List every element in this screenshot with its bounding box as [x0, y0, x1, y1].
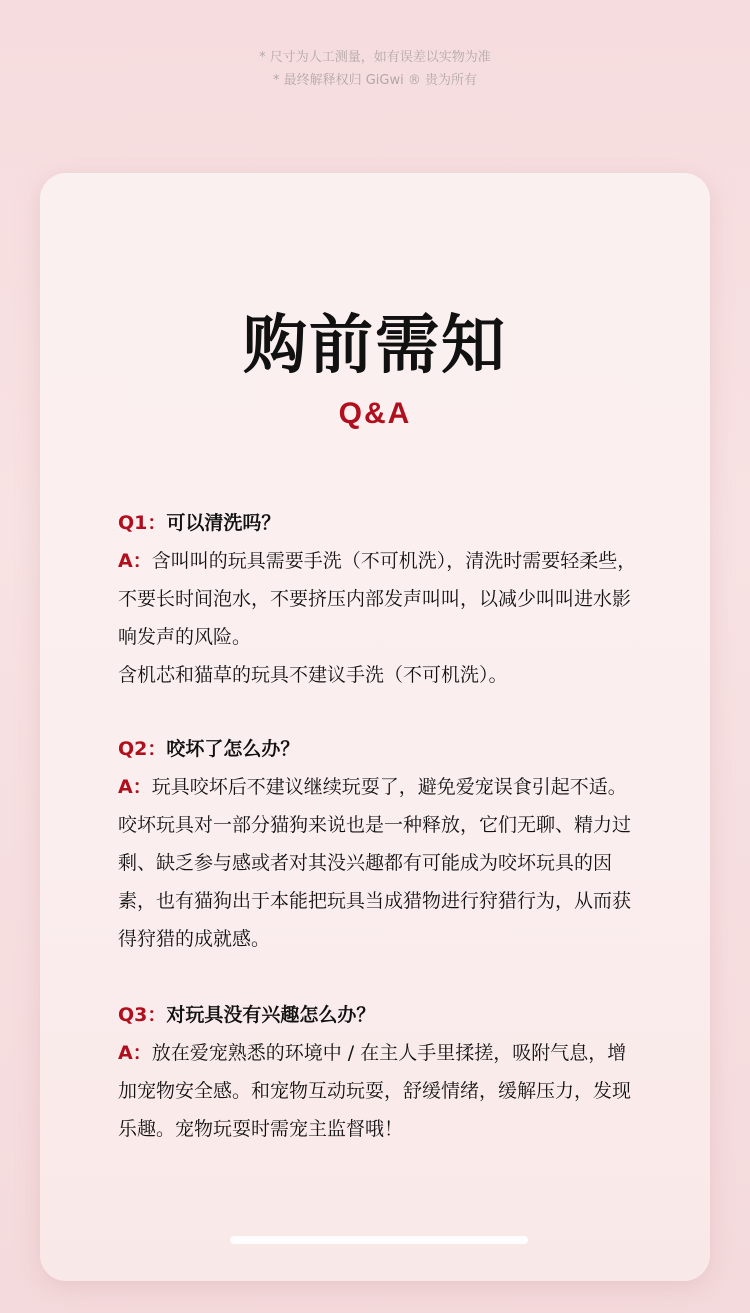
answer-text: 玩具咬坏后不建议继续玩耍了，避免爱宠误食引起不适。咬坏玩具对一部分猫狗来说也是一种释放，它们无聊、精力过剩、缺乏参与感或者对其没兴趣都有可能成为咬坏玩具的因素，也有猫狗出于本能把玩具当成猎物进行狩猎行为，从而获得狩猎的成就感。: [118, 776, 632, 950]
answer-2: [118, 768, 638, 958]
question-text: 咬坏了怎么办？: [166, 738, 300, 760]
question-label: Q2：: [118, 738, 167, 760]
answer-1: [118, 542, 638, 656]
answer-label: A：: [118, 550, 152, 572]
question-1: [118, 504, 638, 542]
answer-3: [118, 1034, 638, 1148]
question-3: [118, 996, 638, 1034]
question-text: 对玩具没有兴趣怎么办？: [166, 1004, 376, 1026]
answer-1-extra: 含机芯和猫草的玩具不建议手洗（不可机洗）。: [118, 664, 508, 686]
page-title: 购前需知: [243, 309, 507, 383]
qa-item-2: [118, 730, 638, 958]
answer-text: 含叫叫的玩具需要手洗（不可机洗），清洗时需要轻柔些，不要长时间泡水，不要挤压内部发声叫叫，以减少叫叫进水影响发声的风险。: [118, 550, 637, 648]
qa-item-1: [118, 504, 638, 694]
disclaimer-line-2: * 最终解释权归 GiGwi ® 贵为所有: [272, 73, 478, 88]
question-label: Q3：: [118, 1004, 167, 1026]
disclaimer-notes: [0, 46, 750, 92]
question-label: Q1：: [118, 512, 167, 534]
question-2: [118, 730, 638, 768]
question-text: 可以清洗吗？: [166, 512, 281, 534]
qa-item-3: [118, 996, 638, 1148]
decorative-bar: [230, 1236, 528, 1244]
answer-label: A：: [118, 776, 152, 798]
answer-text: 放在爱宠熟悉的环境中 / 在主人手里揉搓，吸附气息，增加宠物安全感。和宠物互动玩耍，舒缓情绪，缓解压力，发现乐趣。宠物玩耍时需宠主监督哦！: [118, 1042, 632, 1140]
answer-label: A：: [118, 1042, 152, 1064]
page-subtitle: Q&A: [338, 397, 412, 430]
disclaimer-line-1: * 尺寸为人工测量，如有误差以实物为准: [259, 50, 491, 65]
